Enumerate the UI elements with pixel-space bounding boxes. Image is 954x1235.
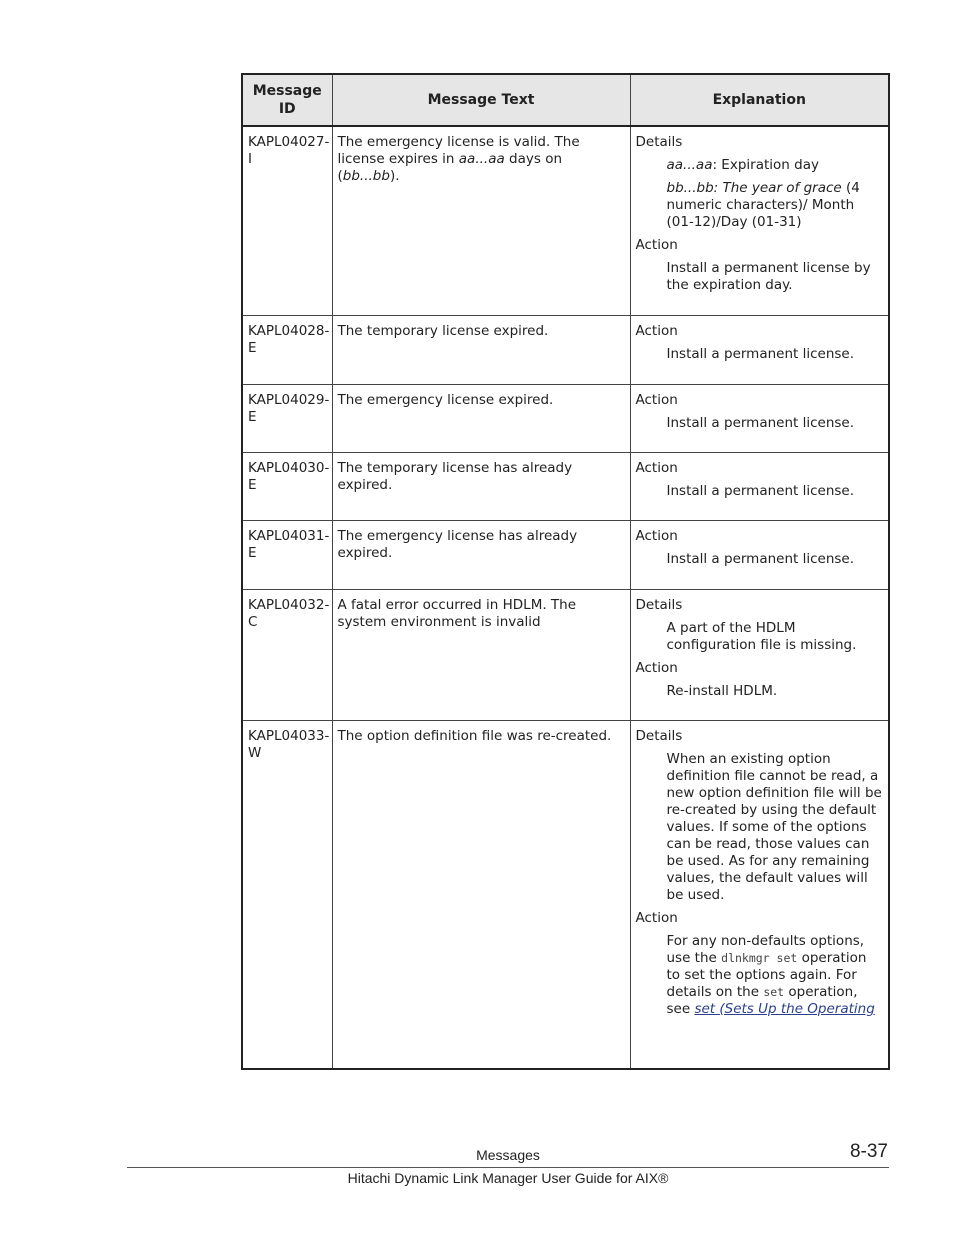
explanation [630, 126, 889, 315]
action-body: Install a permanent license. [666, 482, 855, 499]
action-label: Action [635, 237, 678, 253]
explanation [630, 315, 889, 384]
table-row [242, 126, 889, 315]
footer-divider [127, 1167, 889, 1168]
message-text: The temporary license has already expired. [332, 452, 630, 520]
header-message-id: Message ID [242, 74, 332, 126]
message-text: A fatal error occurred in HDLM. The system environment is invalid [332, 589, 630, 720]
message-text: The emergency license is valid. The license expires in aa...aa days on (bb...bb). [332, 126, 630, 315]
message-text: The emergency license has already expired. [332, 520, 630, 589]
explanation [630, 384, 889, 452]
message-id: KAPL04027-I [248, 134, 330, 167]
message-id: KAPL04032-C [242, 589, 332, 720]
message-id: KAPL04030-E [242, 452, 332, 520]
action-label: Action [635, 909, 678, 926]
header-explanation: Explanation [630, 74, 889, 126]
action-body: Install a permanent license. [666, 345, 855, 362]
footer-book-title: Hitachi Dynamic Link Manager User Guide for AIX® [347, 1170, 669, 1186]
explanation [630, 520, 889, 589]
action-body: Install a permanent license. [666, 550, 855, 567]
message-table [241, 73, 890, 1070]
code-dlnkmgr-set: dlnkmgr set [721, 950, 798, 965]
action-body: Re-install HDLM. [666, 682, 778, 699]
message-id: KAPL04031-E [242, 520, 332, 589]
message-id: KAPL04033-W [242, 720, 332, 1069]
explanation [630, 452, 889, 520]
explanation [630, 589, 889, 720]
footer-section-title: Messages [476, 1147, 540, 1163]
table-row [242, 315, 889, 384]
message-text: The option definition file was re-created. [332, 720, 630, 1069]
details-label: Details [635, 134, 683, 150]
message-id: KAPL04029-E [242, 384, 332, 452]
code-set: set [763, 984, 785, 999]
header-message-text: Message Text [332, 74, 630, 126]
details-body: When an existing option definition file cannot be read, a new option definition file will be re-created by using the default values. If some of the options can be read, those values can be used. As for any remaining values, the default values will be used. [666, 750, 882, 903]
action-body: Install a permanent license. [666, 414, 855, 431]
action-label: Action [635, 322, 678, 339]
table-header-row [242, 74, 889, 126]
action-label: Action [635, 659, 678, 676]
set-operation-link[interactable]: set (Sets Up the Operating [694, 1000, 875, 1017]
message-text: The temporary license expired. [332, 315, 630, 384]
details-body: aa...aa: Expiration day bb...bb: The year of grace (4 numeric characters)/ Month (01-12)/Day (01-31) [666, 157, 860, 230]
action-body: For any non-defaults options, use the dlnkmgr set operation to set the options again. For details on the set operation, see set (Sets Up the Operating [666, 932, 875, 1017]
table-row [242, 520, 889, 589]
table-row [242, 589, 889, 720]
table-row [242, 720, 889, 1069]
action-label: Action [635, 527, 678, 544]
details-label: Details [635, 596, 683, 613]
explanation [630, 720, 889, 1069]
details-body: A part of the HDLM configuration file is missing. [666, 619, 857, 653]
table-row [242, 384, 889, 452]
action-body: Install a permanent license by the expiration day. [666, 260, 871, 293]
message-id: KAPL04028-E [242, 315, 332, 384]
action-label: Action [635, 391, 678, 408]
page-number: 8-37 [849, 1141, 888, 1162]
details-label: Details [635, 727, 683, 744]
action-label: Action [635, 459, 678, 476]
message-text: The emergency license expired. [332, 384, 630, 452]
table-row [242, 452, 889, 520]
